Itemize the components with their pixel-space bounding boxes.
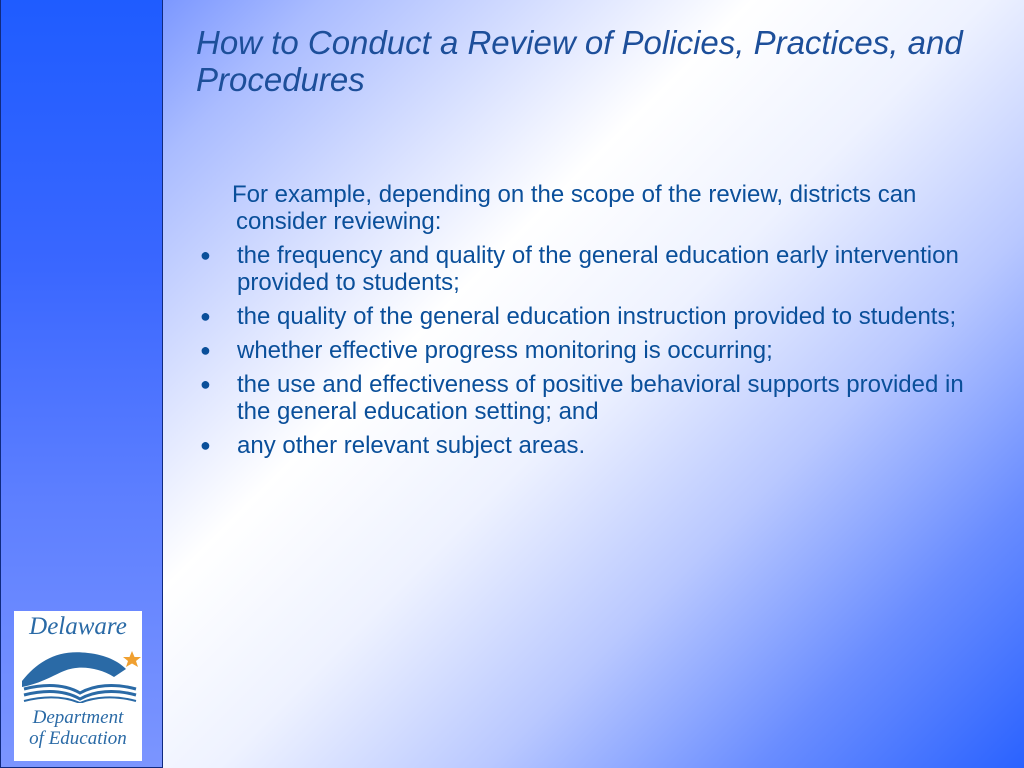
logo-state-name: Delaware bbox=[29, 613, 127, 640]
intro-text: For example, depending on the scope of the review, districts can consider reviewing: bbox=[232, 181, 917, 235]
open-book-star-icon bbox=[18, 643, 142, 703]
bullet-icon: ● bbox=[200, 435, 211, 455]
bullet-text: the frequency and quality of the general education early intervention provided to students; bbox=[237, 242, 959, 296]
list-item bbox=[196, 432, 986, 459]
list-item bbox=[196, 303, 986, 330]
logo-line-department: Department bbox=[32, 707, 124, 728]
bullet-icon: ● bbox=[200, 340, 211, 360]
list-item bbox=[196, 242, 986, 296]
bullet-text: the quality of the general education instruction provided to students; bbox=[237, 303, 957, 330]
bullet-list bbox=[196, 242, 986, 459]
bullet-icon: ● bbox=[200, 245, 211, 265]
slide-title: How to Conduct a Review of Policies, Practices, and Procedures bbox=[196, 24, 963, 98]
bullet-text: the use and effectiveness of positive behavioral supports provided in the general education setting; and bbox=[237, 371, 964, 425]
bullet-icon: ● bbox=[200, 306, 211, 326]
logo-department-name bbox=[14, 707, 142, 749]
list-item bbox=[196, 337, 986, 364]
list-item bbox=[196, 371, 986, 425]
logo-line-of-education: of Education bbox=[29, 728, 127, 749]
bullet-text: whether effective progress monitoring is occurring; bbox=[237, 337, 773, 364]
slide-body bbox=[196, 181, 986, 466]
bullet-text: any other relevant subject areas. bbox=[237, 432, 586, 459]
delaware-doe-logo bbox=[14, 611, 142, 761]
bullet-icon: ● bbox=[200, 374, 211, 394]
